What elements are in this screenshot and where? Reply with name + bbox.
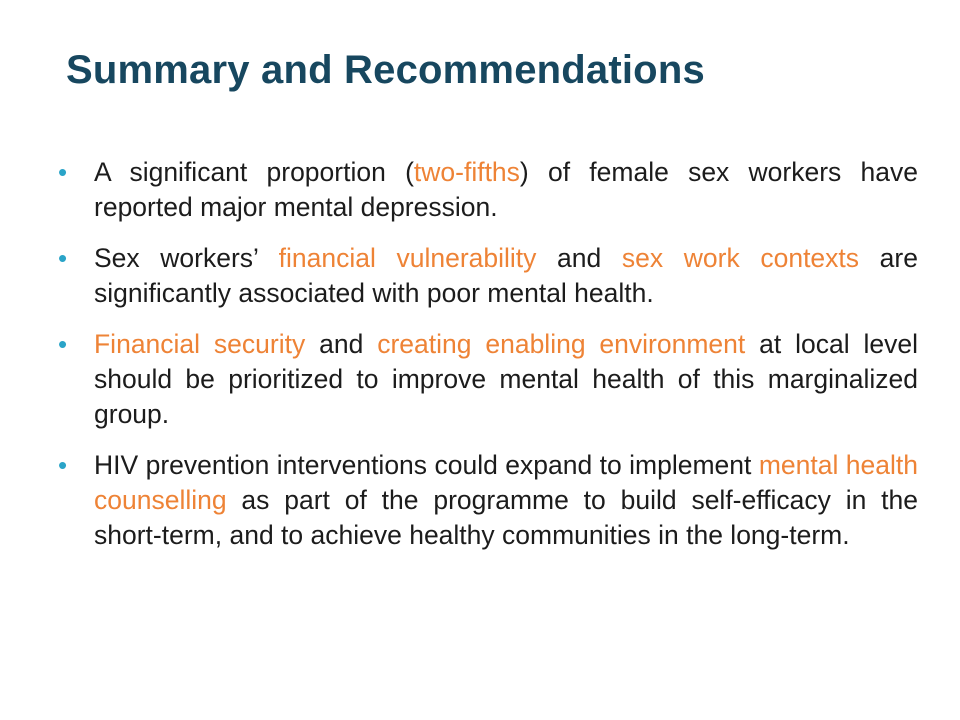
bullet-dot-icon: • [58,157,68,187]
bullet-text-segment: at local level should be prioritized to improve mental health of this marginalized group. [94,329,918,429]
bullet-text-segment: A significant proportion ( [94,157,414,187]
bullet-text-segment: are significantly associated with poor mental health. [94,243,918,308]
highlight-enabling-environment: creating enabling environment [377,329,746,359]
bullet-item-4 [58,448,918,553]
bullet-text-segment: Sex workers’ [94,243,279,273]
bullet-text-segment: as part of the programme to build self-efficacy in the short-term, and to achieve healthy communities in the long-term. [94,485,918,550]
highlight-financial-security: Financial security [94,329,306,359]
bullet-dot-icon: • [58,243,68,273]
bullet-dot-icon: • [58,450,68,480]
bullet-item-3 [58,327,918,432]
highlight-sex-work-contexts: sex work contexts [621,243,860,273]
bullet-text-segment: ) of female sex workers have reported major mental depression. [94,157,918,222]
bullet-text-segment: HIV prevention interventions could expand to implement [94,450,759,480]
bullet-text-segment: and [305,329,378,359]
bullet-text-segment: and [536,243,622,273]
highlight-mental-health-counselling: mental health counselling [94,450,918,515]
highlight-two-fifths: two-fifths [413,157,520,187]
highlight-financial-vulnerability: financial vulnerability [278,243,537,273]
slide-title: Summary and Recommendations [66,48,705,92]
bullet-list [58,155,918,569]
bullet-item-1 [58,155,918,225]
bullet-item-2 [58,241,918,311]
bullet-dot-icon: • [58,329,68,359]
